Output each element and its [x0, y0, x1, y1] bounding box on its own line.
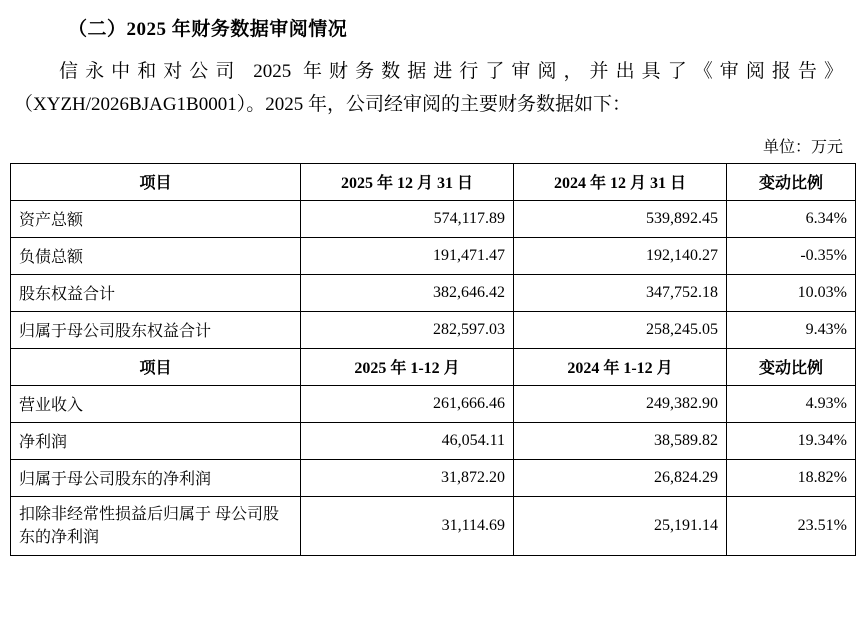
row-label-total-equity: 股东权益合计 [11, 274, 301, 311]
financial-data-table [10, 163, 856, 556]
row-change-total-equity: 10.03% [727, 274, 856, 311]
table-row [11, 200, 856, 237]
header-change-ratio-income: 变动比例 [727, 348, 856, 385]
row-value-2024-parent-equity: 258,245.05 [514, 311, 727, 348]
paragraph-text: 信永中和对公司 2025 年财务数据进行了审阅，并出具了《审阅报告》（XYZH/2026BJAG1B0001）。2025 年，公司经审阅的主要财务数据如下： [14, 61, 843, 116]
intro-paragraph [10, 55, 851, 122]
row-label-parent-equity: 归属于母公司股东权益合计 [11, 311, 301, 348]
table-row [11, 237, 856, 274]
page-title: （二）2025 年财务数据审阅情况 [68, 19, 348, 40]
row-value-2025-total-liabilities: 191,471.47 [301, 237, 514, 274]
document-page [0, 14, 861, 632]
row-value-2025-parent-net-profit: 31,872.20 [301, 459, 514, 496]
row-value-2025-revenue: 261,666.46 [301, 385, 514, 422]
row-change-parent-net-profit: 18.82% [727, 459, 856, 496]
table-row [11, 496, 856, 555]
table-row [11, 311, 856, 348]
row-value-2024-deducted-net-profit: 25,191.14 [514, 496, 727, 555]
table-header-row-balance [11, 163, 856, 200]
header-2024-period: 2024 年 1-12 月 [514, 348, 727, 385]
header-change-ratio-balance: 变动比例 [727, 163, 856, 200]
row-value-2024-parent-net-profit: 26,824.29 [514, 459, 727, 496]
row-value-2025-deducted-net-profit: 31,114.69 [301, 496, 514, 555]
row-value-2024-total-assets: 539,892.45 [514, 200, 727, 237]
table-row [11, 459, 856, 496]
row-label-deducted-net-profit: 扣除非经常性损益后归属于 母公司股东的净利润 [11, 496, 301, 555]
row-change-deducted-net-profit: 23.51% [727, 496, 856, 555]
header-2025-date: 2025 年 12 月 31 日 [301, 163, 514, 200]
row-value-2025-total-equity: 382,646.42 [301, 274, 514, 311]
row-change-revenue: 4.93% [727, 385, 856, 422]
row-change-total-liabilities: -0.35% [727, 237, 856, 274]
row-value-2025-net-profit: 46,054.11 [301, 422, 514, 459]
row-change-parent-equity: 9.43% [727, 311, 856, 348]
header-item-income: 项目 [11, 348, 301, 385]
row-label-total-liabilities: 负债总额 [11, 237, 301, 274]
row-label-parent-net-profit: 归属于母公司股东的净利润 [11, 459, 301, 496]
table-header-row-income [11, 348, 856, 385]
row-value-2024-net-profit: 38,589.82 [514, 422, 727, 459]
table-row [11, 385, 856, 422]
row-value-2024-total-equity: 347,752.18 [514, 274, 727, 311]
table-row [11, 422, 856, 459]
unit-note: 单位：万元 [762, 138, 843, 156]
row-value-2024-revenue: 249,382.90 [514, 385, 727, 422]
header-2024-date: 2024 年 12 月 31 日 [514, 163, 727, 200]
header-2025-period: 2025 年 1-12 月 [301, 348, 514, 385]
row-label-revenue: 营业收入 [11, 385, 301, 422]
row-value-2025-parent-equity: 282,597.03 [301, 311, 514, 348]
row-value-2024-total-liabilities: 192,140.27 [514, 237, 727, 274]
row-label-net-profit: 净利润 [11, 422, 301, 459]
row-label-total-assets: 资产总额 [11, 200, 301, 237]
row-change-total-assets: 6.34% [727, 200, 856, 237]
header-item-balance: 项目 [11, 163, 301, 200]
row-value-2025-total-assets: 574,117.89 [301, 200, 514, 237]
table-row [11, 274, 856, 311]
row-change-net-profit: 19.34% [727, 422, 856, 459]
